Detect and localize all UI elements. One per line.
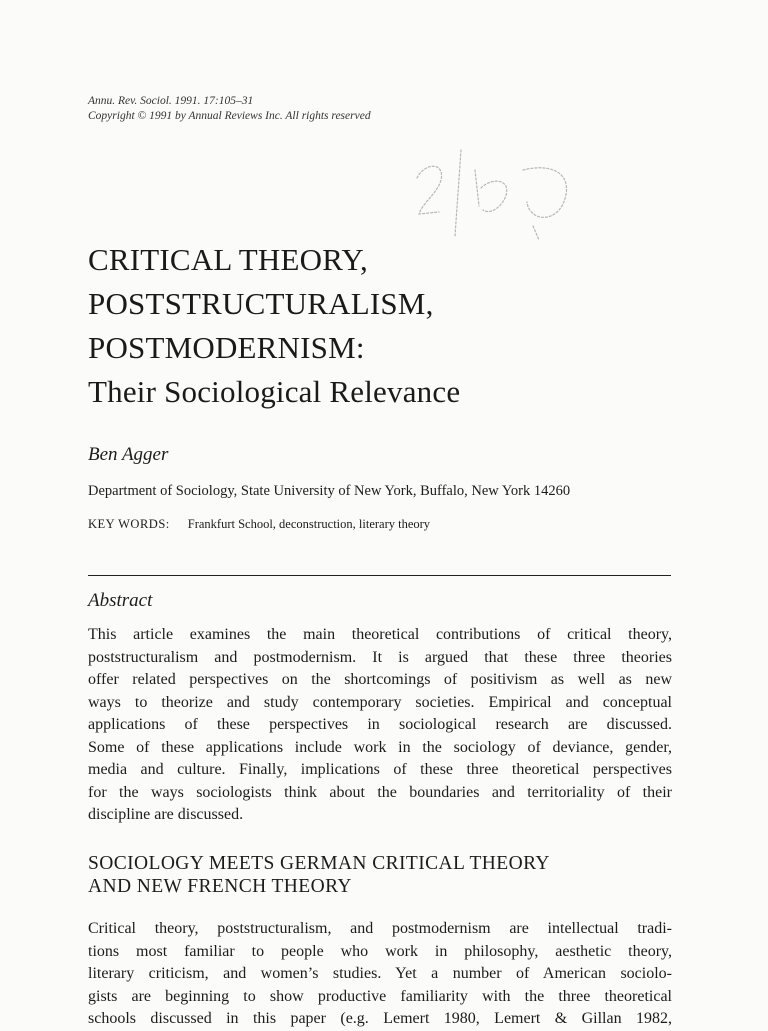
abstract-line: applications of these perspectives in sociological research are discussed. (88, 716, 672, 733)
body-line: gists are beginning to show productive familiarity with the three theoretical (88, 987, 672, 1005)
abstract-line: poststructuralism and postmodernism. It is argued that these three theories (88, 648, 672, 666)
journal-citation: Annu. Rev. Sociol. 1991. 17:105–31 (88, 95, 254, 107)
title-line-3: POSTMODERNISM: (88, 330, 365, 365)
journal-header (88, 94, 371, 124)
abstract-line: This article examines the main theoretical contributions of critical theory, (88, 626, 672, 643)
article-title (88, 238, 460, 414)
section-heading-line-1: SOCIOLOGY MEETS GERMAN CRITICAL THEORY (88, 853, 550, 874)
title-line-2: POSTSTRUCTURALISM, (88, 286, 434, 321)
author-affiliation: Department of Sociology, State University of New York, Buffalo, New York 14260 (88, 483, 571, 499)
body-line: Critical theory, poststructuralism, and postmodernism are intellectual tradi- (88, 920, 672, 937)
abstract-line: discipline are discussed. (88, 806, 244, 823)
copyright-notice: Copyright © 1991 by Annual Reviews Inc. All rights reserved (88, 110, 371, 122)
handwritten-annotation (405, 140, 595, 250)
title-subtitle: Their Sociological Relevance (88, 374, 461, 409)
abstract-line: for the ways sociologists think about the boundaries and territoriality of their (88, 783, 672, 801)
section-divider (88, 575, 671, 576)
keywords-label: KEY WORDS: (88, 517, 170, 531)
abstract-heading: Abstract (88, 590, 153, 611)
author-name: Ben Agger (88, 444, 169, 465)
abstract-line: offer related perspectives on the shortcomings of positivism as well as new (88, 671, 672, 688)
abstract-line: media and culture. Finally, implications of these three theoretical perspectives (88, 761, 672, 778)
body-line: literary criticism, and women’s studies. Yet a number of American sociolo- (88, 965, 672, 982)
section-heading (88, 852, 550, 898)
body-line: schools discussed in this paper (e.g. Lemert 1980, Lemert & Gillan 1982, (88, 1010, 672, 1027)
body-line: tions most familiar to people who work in philosophy, aesthetic theory, (88, 942, 672, 960)
abstract-line: ways to theorize and study contemporary societies. Empirical and conceptual (88, 693, 672, 711)
section-heading-line-2: AND NEW FRENCH THEORY (88, 876, 352, 897)
section-body (88, 918, 672, 1031)
title-line-1: CRITICAL THEORY, (88, 242, 368, 277)
keywords-terms: Frankfurt School, deconstruction, literary theory (187, 517, 431, 531)
abstract-body (88, 624, 672, 827)
keywords-line (88, 517, 430, 532)
abstract-line: Some of these applications include work in the sociology of deviance, gender, (88, 738, 672, 756)
